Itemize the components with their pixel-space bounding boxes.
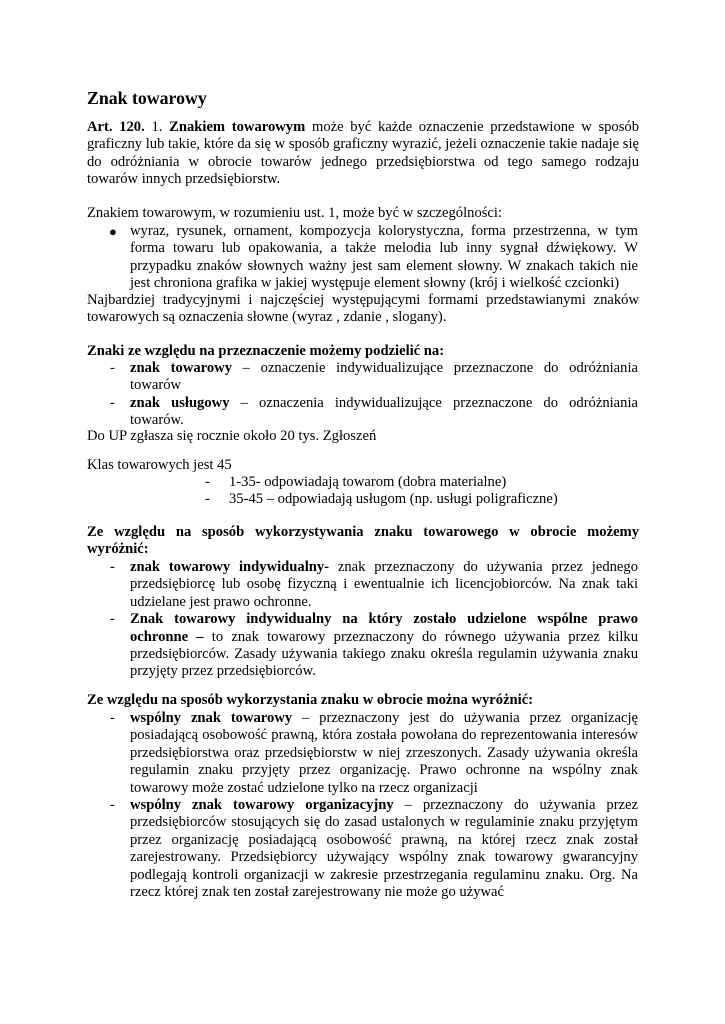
list-item	[110, 360, 638, 395]
list-item	[110, 710, 638, 797]
examples-after: Najbardziej tradycyjnymi i najczęściej występującymi formami przedstawianymi znaków towarowych są oznaczenia słowne (wyraz , zdanie , slogany).	[87, 292, 639, 326]
examples-bullet-item	[109, 223, 638, 293]
usage-item-text: to znak towarowy przeznaczony do równego używania przez kilku przedsiębiorców. Zasady używania takiego znaku określa regulamin używania znaku przyjęty przez przedsiębiorców.	[130, 628, 638, 680]
page-title: Znak towarowy	[87, 88, 207, 108]
dash-icon: -	[205, 491, 210, 508]
article-number: 1.	[151, 119, 163, 135]
usage-heading-text: Ze względu na sposób wykorzystywania znaku towarowego w obrocie możemy wyróżnić:	[87, 524, 639, 558]
dash-icon: -	[110, 559, 115, 575]
org-heading	[87, 692, 639, 709]
purpose-item-text: – oznaczenie indywidualizujące przeznaczone do odróżniania towarów	[130, 360, 638, 394]
class-range-text: 1-35- odpowiadają towarom (dobra materialne)	[229, 474, 507, 490]
usage-item-term: znak towarowy indywidualny-	[130, 559, 330, 575]
classes-intro: Klas towarowych jest 45	[87, 457, 232, 473]
dash-icon: -	[205, 474, 210, 490]
dash-icon: -	[110, 710, 115, 726]
purpose-list	[110, 360, 638, 430]
purpose-item-term: znak usługowy	[130, 394, 230, 411]
org-heading-text: Ze względu na sposób wykorzystania znaku w obrocie można wyróżnić:	[87, 692, 534, 708]
examples-intro: Znakiem towarowym, w rozumieniu ust. 1, może być w szczególności:	[87, 205, 503, 221]
list-item	[110, 797, 638, 901]
usage-list	[110, 559, 638, 681]
dash-icon: -	[110, 360, 115, 376]
purpose-note: Do UP zgłasza się rocznie około 20 tys. Zgłoszeń	[87, 428, 377, 444]
article-paragraph	[87, 119, 639, 189]
dash-icon: -	[110, 611, 115, 628]
examples-bullet-text: wyraz, rysunek, ornament, kompozycja kolorystyczna, forma przestrzenna, w tym forma towaru lub opakowania, a także melodia lub inny sygnał dźwiękowy. W przypadku znaków słownych ważny jest sam element słowny. W znakach takich nie jest chroniona grafika w jakiej występuje element słowny (krój i wielkość czcionki)	[130, 223, 638, 292]
org-list	[110, 710, 638, 901]
list-item	[110, 394, 638, 430]
org-item-text: – przeznaczony jest do używania przez organizację posiadającą osobowość prawną, która została powołana do reprezentowania interesów przedsiębiorstwa oraz przedsiębiorstw w niej zrzeszonych. Zasady używania określa regulamin znaku przyjęty przez organizację. Prawo ochronne na wspólny znak towarowy może zostać udzielone tylko na rzecz organizacji	[130, 710, 638, 796]
purpose-heading-text: Znaki ze względu na przeznaczenie możemy podzielić na:	[87, 343, 445, 359]
purpose-heading	[87, 343, 639, 360]
list-item	[110, 559, 638, 611]
usage-heading	[87, 524, 639, 559]
org-item-term: wspólny znak towarowy	[130, 710, 293, 726]
purpose-item-text: – oznaczenia indywidualizujące przeznaczone do odróżniania towarów.	[130, 394, 638, 429]
usage-item-term: Znak towarowy indywidualny na który zostało udzielone wspólne prawo ochronne –	[130, 611, 638, 645]
list-item	[110, 611, 638, 681]
usage-item-text: znak przeznaczony do używania przez jednego przedsiębiorcę lub osobę fizyczną i ewentualnie ich licencjobiorców. Na znak taki udzielane jest prawo ochronne.	[130, 559, 638, 610]
list-item	[205, 474, 625, 491]
bullet-icon: ●	[109, 224, 117, 239]
dash-icon: -	[110, 394, 115, 411]
org-item-term: wspólny znak towarowy organizacyjny	[130, 797, 394, 814]
article-label: Art. 120.	[87, 119, 145, 135]
list-item	[205, 491, 625, 508]
org-item-text: – przeznaczony do używania przez przedsiębiorców stosujących się do zasad ustalonych w regulaminie znaku przyjętym przez organizację posiadającą osobowość prawną, na której rzecz znak został zarejestrowany. Przedsiębiorcy używający wspólny znak towarowy gwarancyjny podlegają kontroli organizacji w zakresie przestrzegania regulaminu znaku. Org. Na rzecz której znak ten został zarejestrowany nie może go używać	[130, 797, 638, 901]
dash-icon: -	[110, 797, 115, 814]
class-range-text: 35-45 – odpowiadają usługom (np. usługi poligraficzne)	[229, 491, 558, 508]
article-text: może być każde oznaczenie przedstawione w sposób graficzny lub takie, które da się w sposób graficzny wyrazić, jeżeli oznaczenie takie nadaje się do odróżniania w obrocie towarów jednego przedsiębiorstwa od tego samego rodzaju towarów innych przedsiębiorstw.	[87, 119, 639, 188]
article-term: Znakiem towarowym	[169, 119, 306, 135]
classes-list	[205, 474, 625, 509]
purpose-item-term: znak towarowy	[130, 360, 233, 376]
